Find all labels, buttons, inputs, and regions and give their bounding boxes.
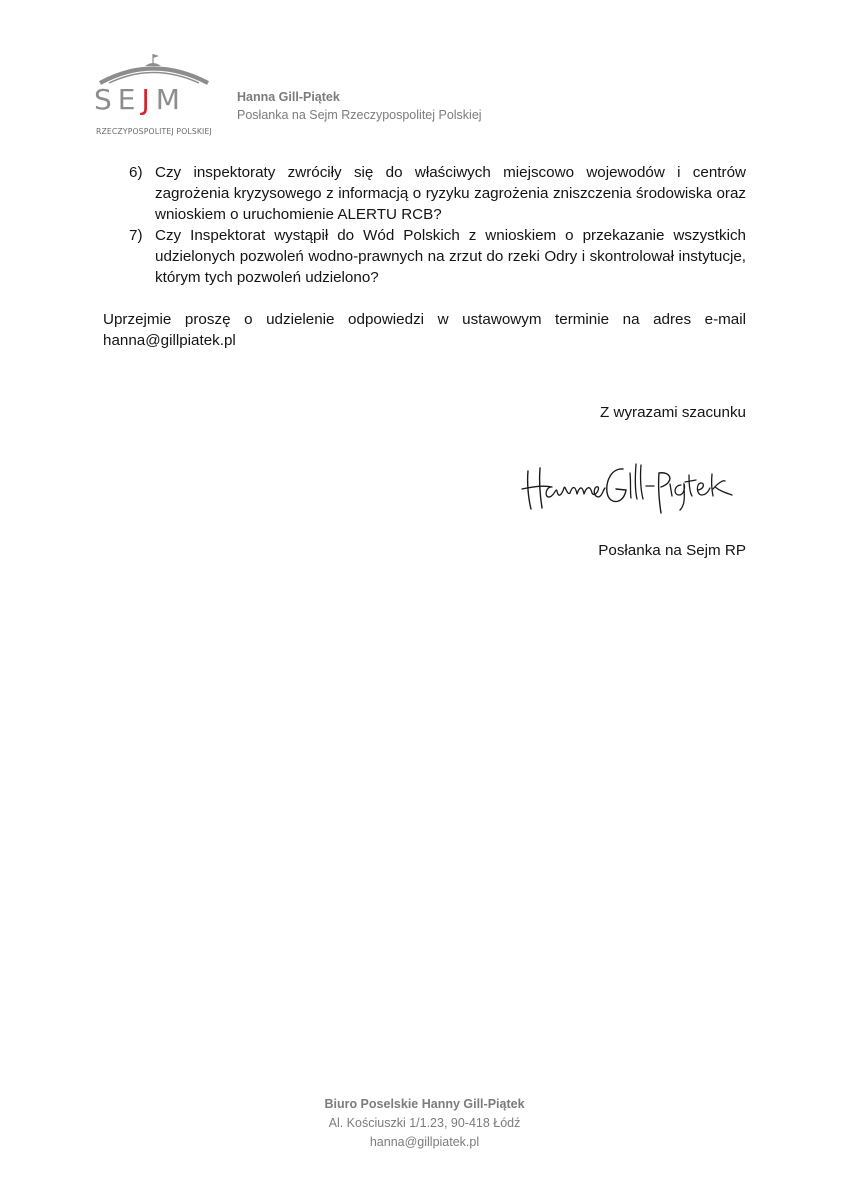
footer-address: Al. Kościuszki 1/1.23, 90-418 Łódź bbox=[328, 1116, 521, 1130]
question-number: 7) bbox=[129, 227, 143, 244]
question-text: Czy Inspektorat wystąpił do Wód Polskich z wnioskiem o przekazanie wszystkich udzielonych pozwoleń wodno-prawnych na zrzut do rzeki Odry i skontrolował instytucje, którym tych pozwoleń udzielono? bbox=[155, 227, 746, 286]
footer-email: hanna@gillpiatek.pl bbox=[369, 1135, 480, 1149]
letterhead bbox=[92, 48, 652, 148]
question-item bbox=[103, 162, 746, 225]
response-request: Uprzejmie proszę o udzielenie odpowiedzi w ustawowym terminie na adres e-mail hanna@gillpiatek.pl bbox=[103, 311, 746, 349]
sender-role: Posłanka na Sejm Rzeczypospolitej Polskiej bbox=[237, 108, 482, 122]
letter-body bbox=[103, 162, 746, 366]
logo-subtitle: RZECZYPOSPOLITEJ POLSKIEJ bbox=[96, 127, 212, 136]
sender-name: Hanna Gill-Piątek bbox=[237, 90, 340, 104]
footer bbox=[0, 1095, 849, 1152]
question-text: Czy inspektoraty zwróciły się do właściwych miejscowo wojewodów i centrów zagrożenia kryzysowego z informacją o ryzyku zagrożenia zniszczenia środowiska oraz wnioskiem o uruchomienie ALERTU RCB? bbox=[155, 164, 746, 223]
signature-image bbox=[521, 460, 733, 514]
regards-closing: Z wyrazami szacunku bbox=[599, 404, 746, 421]
question-item bbox=[103, 225, 746, 288]
handwritten-signature bbox=[521, 460, 733, 514]
question-number: 6) bbox=[129, 164, 143, 181]
question-list bbox=[103, 162, 746, 288]
footer-office-name: Biuro Poselskie Hanny Gill-Piątek bbox=[324, 1097, 525, 1111]
signatory-position: Posłanka na Sejm RP bbox=[598, 542, 746, 559]
logo-wordmark: SEJM bbox=[94, 83, 186, 116]
sejm-logo bbox=[92, 48, 216, 140]
